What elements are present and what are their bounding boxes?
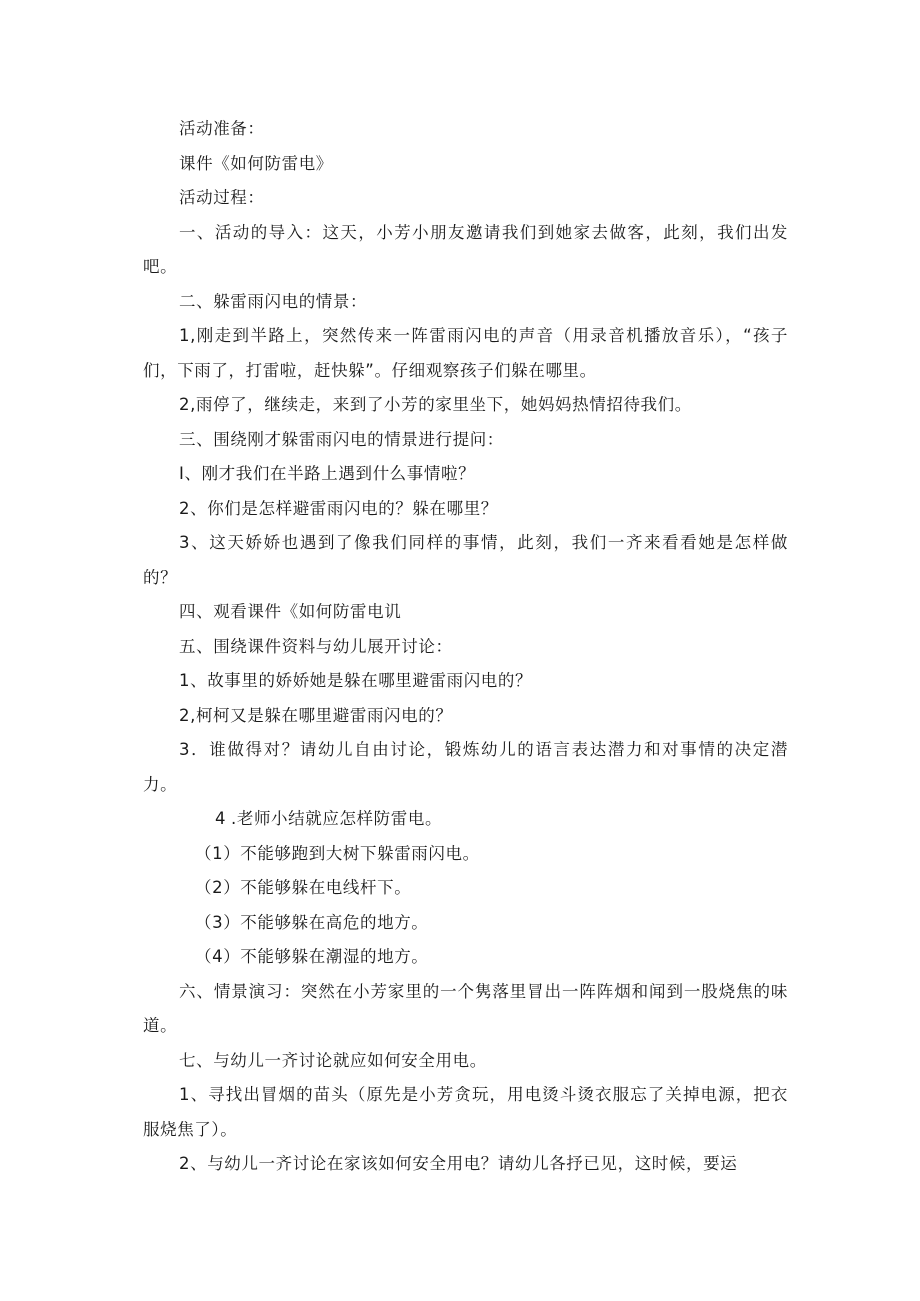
paragraph-courseware: 课件《如何防雷电》 bbox=[179, 153, 333, 173]
paragraph-prep-heading: 活动准备： bbox=[179, 119, 265, 138]
paragraph-subitem: （3）不能够躲在高危的地方。 bbox=[195, 912, 429, 932]
paragraph-process-heading: 活动过程： bbox=[179, 188, 265, 207]
paragraph-section-5: 五、围绕课件资料与幼儿展开讨论： bbox=[179, 636, 453, 656]
paragraph-section-1: 一、活动的导入：这天，小芳小朋友邀请我们到她家去做客，此刻，我们出发吧。 bbox=[143, 222, 788, 276]
paragraph-item-summary bbox=[143, 802, 788, 837]
paragraph-section-6: 六、情景演习：突然在小芳家里的一个隽落里冒出一阵阵烟和闻到一股烧焦的味道。 bbox=[143, 981, 788, 1035]
paragraph-item: 3、这天娇娇也遇到了像我们同样的事情，此刻，我们一齐来看看她是怎样做的？ bbox=[143, 533, 788, 587]
paragraph-subitem: （2）不能够躲在电线杆下。 bbox=[195, 878, 412, 897]
paragraph-item: 1、故事里的娇娇她是躲在哪里避雷雨闪电的？ bbox=[179, 671, 533, 690]
paragraph-item: 2、你们是怎样避雷雨闪电的？躲在哪里？ bbox=[179, 498, 498, 518]
item-number: 4 bbox=[215, 809, 227, 828]
item-text: .老师小结就应怎样防雷电。 bbox=[231, 809, 443, 828]
paragraph-item: I、刚才我们在半路上遇到什么事情啦？ bbox=[179, 464, 476, 483]
paragraph-section-3: 三、围绕刚才躲雷雨闪电的情景进行提问： bbox=[179, 429, 504, 449]
paragraph-item: 2、与幼儿一齐讨论在家该如何安全用电？请幼儿各抒已见，这时候，要运 bbox=[179, 1154, 738, 1173]
paragraph-section-7: 七、与幼儿一齐讨论就应如何安全用电。 bbox=[179, 1050, 487, 1070]
document-body bbox=[143, 112, 788, 1182]
paragraph-item: 1,刚走到半路上，突然传来一阵雷雨闪电的声音（用录音机播放音乐），“孩子们，下雨了，打雷啦，赶快躲”。仔细观察孩子们躲在哪里。 bbox=[143, 326, 788, 380]
paragraph-item: 2,柯柯又是躲在哪里避雷雨闪电的？ bbox=[179, 705, 453, 725]
paragraph-item: 3．谁做得对？请幼儿自由讨论，锻炼幼儿的语言表达潜力和对事情的决定潜力。 bbox=[143, 740, 788, 794]
paragraph-section-2: 二、躲雷雨闪电的情景： bbox=[179, 291, 368, 311]
paragraph-item: 1、寻找出冒烟的苗头（原先是小芳贪玩，用电烫斗烫衣服忘了关掉电源，把衣服烧焦了）。 bbox=[143, 1085, 788, 1139]
paragraph-subitem: （1）不能够跑到大树下躲雷雨闪电。 bbox=[195, 843, 480, 863]
paragraph-item: 2,雨停了，继续走，来到了小芳的家里坐下，她妈妈热情招待我们。 bbox=[179, 395, 692, 414]
paragraph-section-4: 四、观看课件《如何防雷电讥 bbox=[179, 602, 402, 621]
paragraph-subitem: （4）不能够躲在潮湿的地方。 bbox=[195, 947, 429, 966]
